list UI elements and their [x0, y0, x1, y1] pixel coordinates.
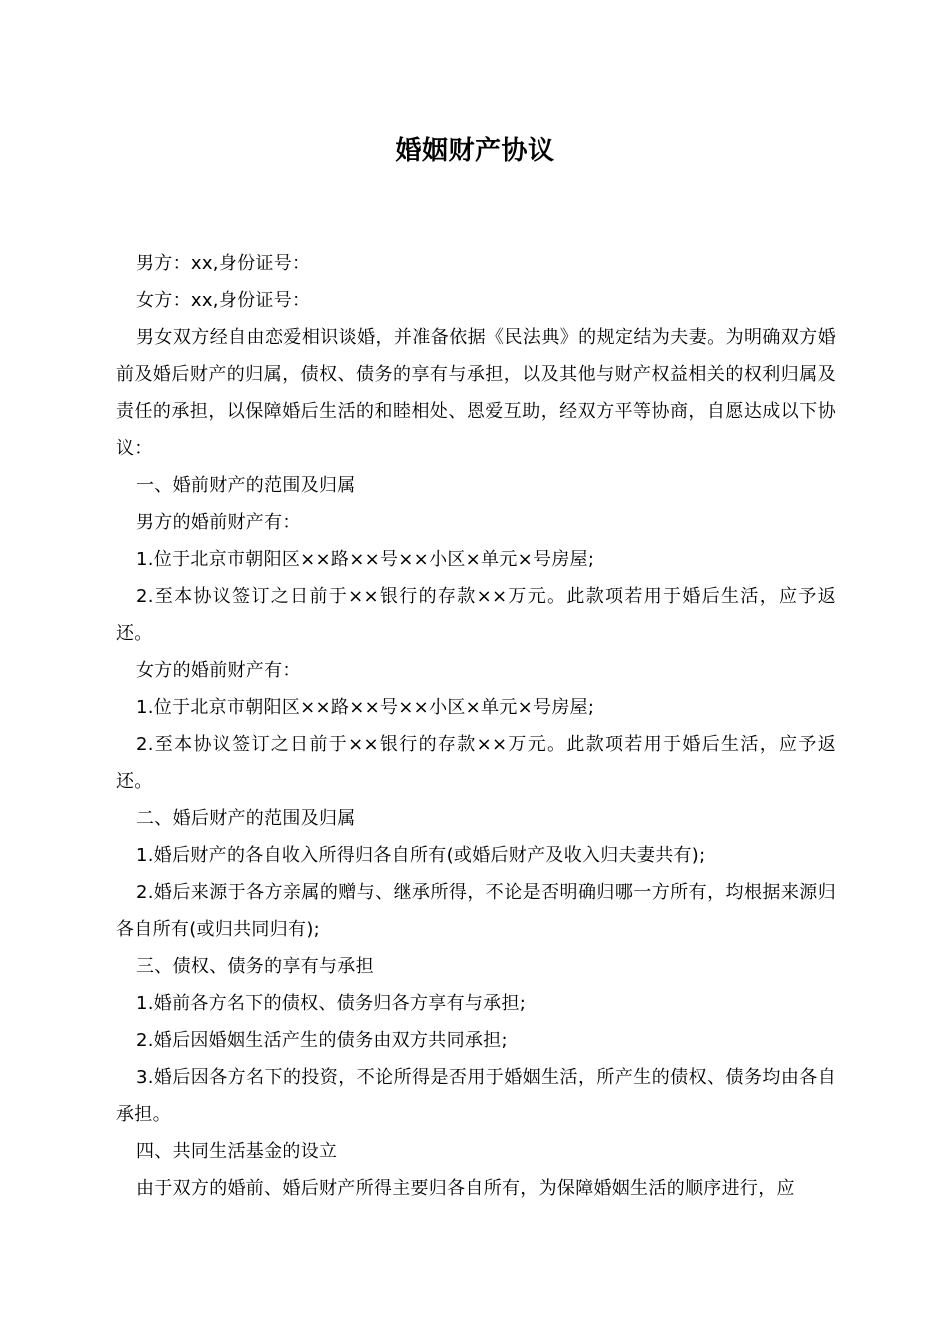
- document-body: [116, 245, 836, 1207]
- female-premarital-item-2: 2.至本协议签订之日前于××银行的存款××万元。此款项若用于婚后生活，应予返还。: [116, 734, 836, 792]
- section-heading-3: 三、债权、债务的享有与承担: [136, 956, 374, 977]
- debt-item-2: 2.婚后因婚姻生活产生的债务由双方共同承担;: [136, 1030, 508, 1051]
- female-premarital-item-1: 1.位于北京市朝阳区××路××号××小区×单元×号房屋;: [136, 697, 595, 718]
- preamble-paragraph: 男女双方经自由恋爱相识谈婚，并准备依据《民法典》的规定结为夫妻。为明确双方婚前及婚后财产的归属，债权、债务的享有与承担，以及其他与财产权益相关的权利归属及责任的承担，以保障婚后生活的和睦相处、恩爱互助，经双方平等协商，自愿达成以下协议：: [116, 327, 836, 459]
- debt-item-3: 3.婚后因各方名下的投资，不论所得是否用于婚姻生活，所产生的债权、债务均由各自承担。: [116, 1067, 836, 1125]
- male-premarital-item-2: 2.至本协议签订之日前于××银行的存款××万元。此款项若用于婚后生活，应予返还。: [116, 586, 836, 644]
- female-premarital-heading: 女方的婚前财产有：: [136, 660, 301, 681]
- section-heading-4: 四、共同生活基金的设立: [136, 1141, 338, 1162]
- male-premarital-heading: 男方的婚前财产有：: [136, 512, 301, 533]
- party-male-line: 男方：xx,身份证号：: [136, 253, 311, 274]
- postmarital-item-1: 1.婚后财产的各自收入所得归各自所有(或婚后财产及收入归夫妻共有);: [136, 845, 706, 866]
- party-female-line: 女方：xx,身份证号：: [136, 290, 311, 311]
- section-heading-1: 一、婚前财产的范围及归属: [136, 475, 356, 496]
- document-title: 婚姻财产协议: [395, 136, 555, 166]
- male-premarital-item-1: 1.位于北京市朝阳区××路××号××小区×单元×号房屋;: [136, 549, 595, 570]
- debt-item-1: 1.婚前各方名下的债权、债务归各方享有与承担;: [136, 993, 527, 1014]
- postmarital-item-2: 2.婚后来源于各方亲属的赠与、继承所得，不论是否明确归哪一方所有，均根据来源归各自所有(或归共同归有);: [116, 882, 836, 940]
- section-heading-2: 二、婚后财产的范围及归属: [136, 808, 356, 829]
- fund-paragraph: 由于双方的婚前、婚后财产所得主要归各自所有，为保障婚姻生活的顺序进行，应: [136, 1178, 795, 1199]
